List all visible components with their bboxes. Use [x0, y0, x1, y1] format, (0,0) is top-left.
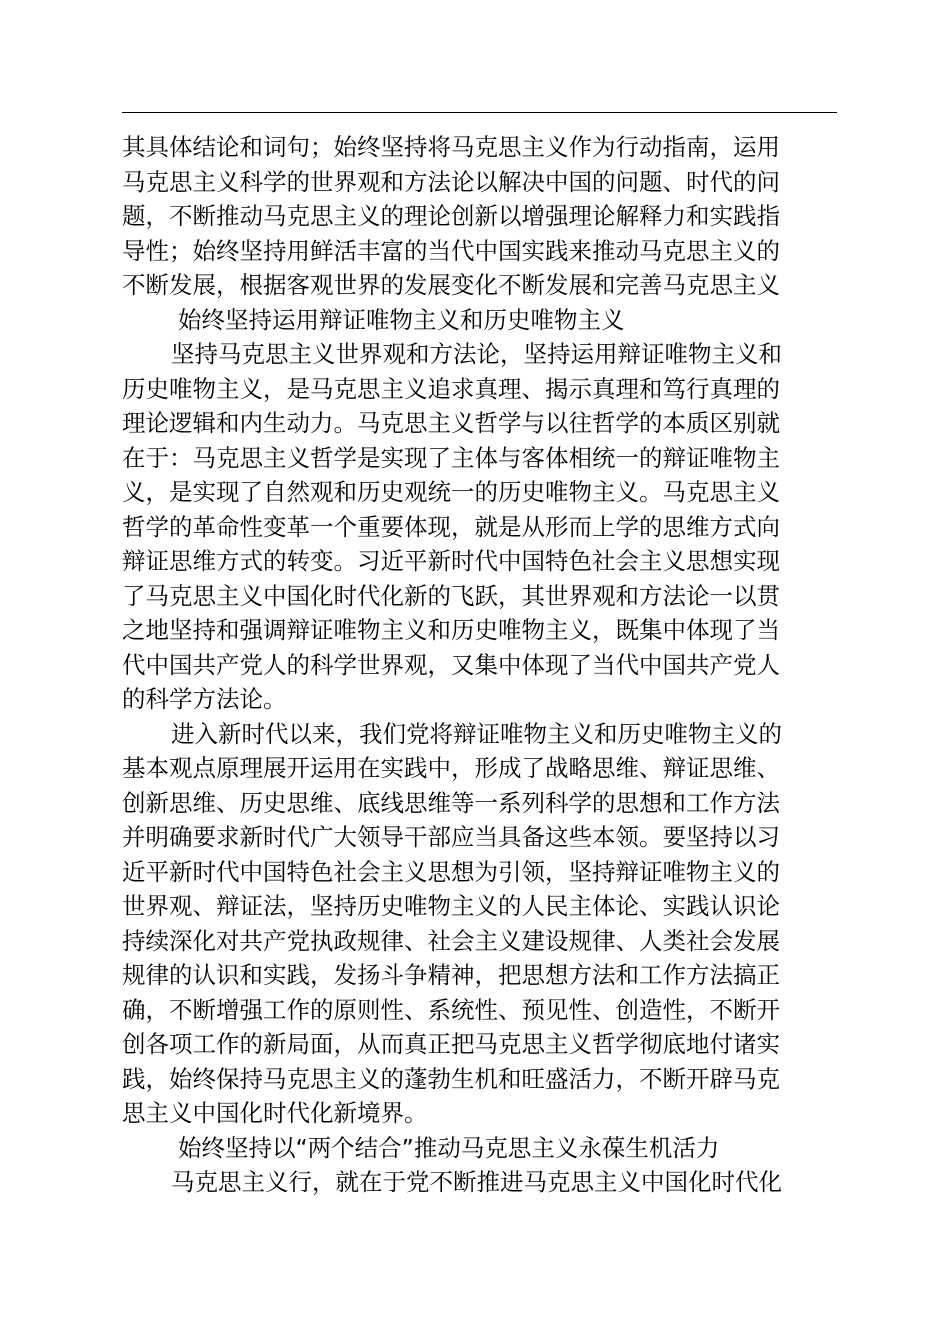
paragraph-line: 了马克思主义中国化时代化新的飞跃，其世界观和方法论一以贯 — [122, 581, 780, 610]
paragraph-line: 基本观点原理展开运用在实践中，形成了战略思维、辩证思维、 — [122, 754, 780, 782]
paragraph-line: 题，不断推动马克思主义的理论创新以增强理论解释力和实践指 — [122, 202, 780, 230]
paragraph-line: 在于：马克思主义哲学是实现了主体与客体相统一的辩证唯物主 — [122, 443, 780, 472]
paragraph-line: 义，是实现了自然观和历史观统一的历史唯物主义。马克思主义 — [122, 478, 780, 506]
paragraph-line: 马克思主义行，就在于党不断推进马克思主义中国化时代化 — [171, 1168, 782, 1196]
paragraph-line: 践，始终保持马克思主义的蓬勃生机和旺盛活力，不断开辟马克 — [122, 1064, 780, 1093]
paragraph-line: 哲学的革命性变革一个重要体现，就是从形而上学的思维方式向 — [122, 512, 780, 541]
paragraph-line: 的科学方法论。 — [122, 685, 287, 713]
paragraph-line: 坚持马克思主义世界观和方法论，坚持运用辩证唯物主义和 — [171, 340, 782, 368]
paragraph-line: 代中国共产党人的科学世界观，又集中体现了当代中国共产党人 — [122, 650, 780, 679]
paragraph-line: 创新思维、历史思维、底线思维等一系列科学的思想和工作方法 — [122, 788, 780, 817]
section-heading: 始终坚持以“两个结合”推动马克思主义永葆生机活力 — [178, 1133, 720, 1162]
paragraph-line: 思主义中国化时代化新境界。 — [122, 1099, 428, 1127]
paragraph-line: 导性；始终坚持用鲜活丰富的当代中国实践来推动马克思主义的 — [122, 236, 780, 265]
paragraph-line: 不断发展，根据客观世界的发展变化不断发展和完善马克思主义 — [122, 271, 780, 299]
paragraph-line: 之地坚持和强调辩证唯物主义和历史唯物主义，既集中体现了当 — [122, 616, 780, 644]
paragraph-line: 持续深化对共产党执政规律、社会主义建设规律、人类社会发展 — [122, 926, 780, 955]
paragraph-line: 确，不断增强工作的原则性、系统性、预见性、创造性，不断开 — [122, 995, 780, 1024]
paragraph-line: 辩证思维方式的转变。习近平新时代中国特色社会主义思想实现 — [122, 547, 780, 575]
paragraph-line: 马克思主义科学的世界观和方法论以解决中国的问题、时代的问 — [122, 167, 780, 196]
paragraph-line: 规律的认识和实践，发扬斗争精神，把思想方法和工作方法搞正 — [122, 961, 780, 989]
paragraph-line: 进入新时代以来，我们党将辩证唯物主义和历史唯物主义的 — [171, 719, 782, 748]
paragraph-line: 历史唯物主义，是马克思主义追求真理、揭示真理和笃行真理的 — [122, 374, 780, 403]
paragraph-line: 世界观、辩证法，坚持历史唯物主义的人民主体论、实践认识论 — [122, 892, 780, 920]
paragraph-line: 创各项工作的新局面，从而真正把马克思主义哲学彻底地付诸实 — [122, 1030, 780, 1058]
section-heading: 始终坚持运用辩证唯物主义和历史唯物主义 — [178, 305, 625, 334]
paragraph-line: 并明确要求新时代广大领导干部应当具备这些本领。要坚持以习 — [122, 823, 780, 851]
header-rule — [122, 112, 837, 113]
paragraph-line: 近平新时代中国特色社会主义思想为引领，坚持辩证唯物主义的 — [122, 857, 780, 886]
paragraph-line: 其具体结论和词句；始终坚持将马克思主义作为行动指南，运用 — [122, 133, 780, 161]
paragraph-line: 理论逻辑和内生动力。马克思主义哲学与以往哲学的本质区别就 — [122, 409, 780, 437]
document-body — [122, 130, 842, 1200]
